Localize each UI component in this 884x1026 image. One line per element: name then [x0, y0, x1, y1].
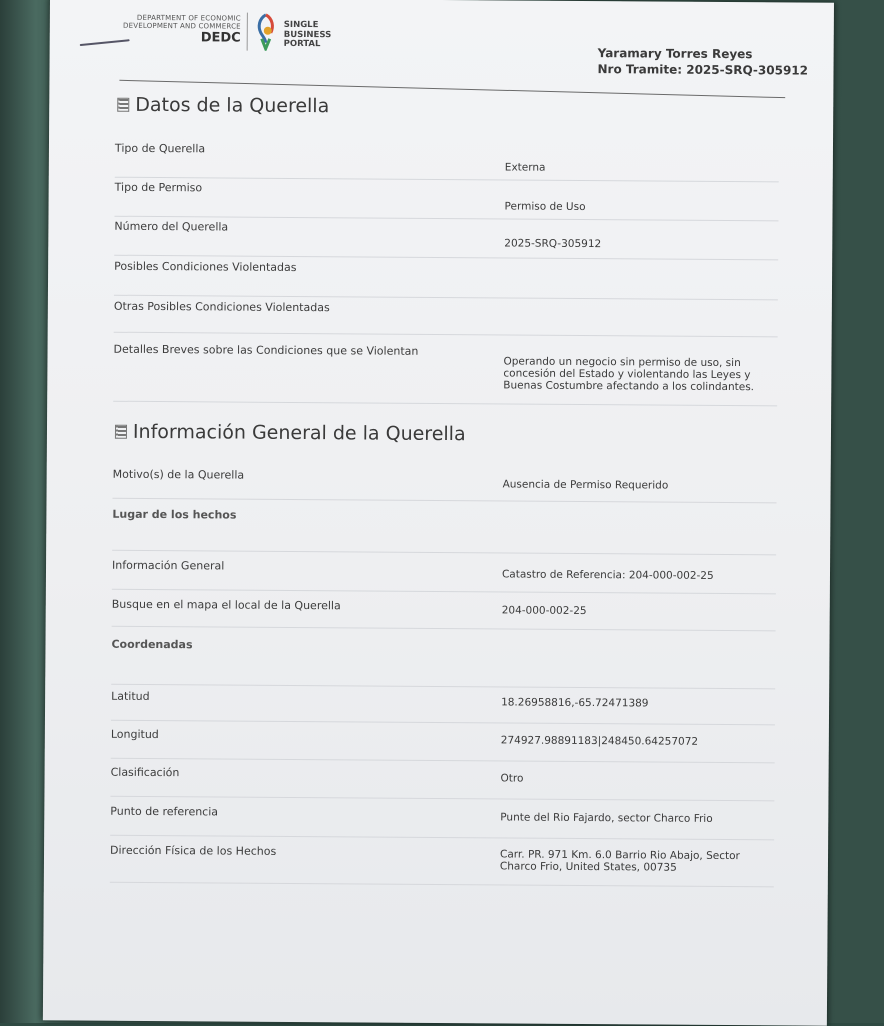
- logo-divider: [247, 13, 248, 51]
- dept-abbr: DEDC: [200, 30, 241, 46]
- field-label: Otras Posibles Condiciones Violentadas: [113, 299, 330, 315]
- portal-line-1: SINGLE: [283, 19, 319, 31]
- portal-line-2: BUSINESS: [283, 29, 332, 40]
- field-value: [501, 648, 761, 650]
- field-value: [502, 518, 762, 520]
- portal-name: [284, 21, 332, 50]
- row-busque-mapa: [112, 598, 776, 632]
- row-informacion-general: [112, 559, 776, 595]
- section-title-text: Datos de la Querella: [135, 93, 330, 118]
- dedc-logo: [116, 14, 241, 46]
- field-label: Tipo de Permiso: [114, 180, 203, 195]
- row-latitud: [111, 690, 775, 726]
- tramite-number: Nro Tramite: 2025-SRQ-305912: [597, 62, 809, 78]
- dept-line-2: DEVELOPMENT AND COMMERCE: [123, 21, 241, 31]
- row-longitud: [111, 728, 775, 764]
- field-label: Clasificación: [110, 765, 180, 780]
- row-tipo-permiso: [114, 181, 778, 222]
- row-motivo: [113, 468, 777, 504]
- document-icon: [117, 98, 129, 112]
- field-label: Longitud: [110, 727, 159, 742]
- field-value: Ausencia de Permiso Requerido: [502, 478, 669, 492]
- field-label: Detalles Breves sobre las Condiciones que se Violentan: [113, 342, 419, 358]
- field-label: Motivo(s) de la Querella: [112, 467, 245, 482]
- field-label: Lugar de los hechos: [112, 507, 237, 522]
- user-block: [597, 45, 808, 78]
- field-label: Punto de referencia: [110, 804, 219, 819]
- field-label: Coordenadas: [111, 637, 193, 652]
- document-header: [49, 0, 834, 98]
- sbp-logo-icon: [255, 13, 277, 51]
- row-otras-condiciones: [114, 300, 778, 338]
- field-value: Punte del Rio Fajardo, sector Charco Frio: [500, 811, 713, 825]
- field-label: Latitud: [111, 689, 150, 703]
- row-lugar-hechos: [112, 508, 776, 556]
- field-value: 204-000-002-25: [501, 604, 587, 618]
- field-value: 18.26958816,-65.72471389: [501, 696, 649, 710]
- section-title-text: Información General de la Querella: [132, 420, 466, 446]
- field-value: Carr. PR. 971 Km. 6.0 Barrio Rio Abajo, Sector Charco Frio, United States, 00735: [499, 848, 740, 874]
- row-coordenadas: [111, 638, 775, 690]
- field-label: Posibles Condiciones Violentadas: [114, 259, 297, 274]
- section-title-datos: [117, 94, 329, 117]
- field-value: Permiso de Uso: [504, 200, 586, 214]
- field-value: Catastro de Referencia: 204-000-002-25: [501, 568, 714, 582]
- field-value: [504, 277, 764, 279]
- row-numero-querella: [114, 220, 778, 261]
- field-label: Busque en el mapa el local de la Querella: [111, 597, 341, 613]
- field-value: Externa: [504, 161, 546, 174]
- document-icon: [115, 425, 127, 439]
- field-value: 274927.98891183|248450.64257072: [500, 734, 699, 748]
- field-value: 2025-SRQ-305912: [504, 237, 602, 251]
- row-detalles-breves: [113, 343, 777, 407]
- field-label: Dirección Física de los Hechos: [110, 843, 277, 858]
- field-label: Información General: [112, 558, 225, 573]
- dept-line-1: DEPARTMENT OF ECONOMIC: [136, 13, 241, 23]
- field-value: Operando un negocio sin permiso de uso, sin concesión del Estado y violentando las Leyes y Buenas Costumbre afectando a los colindantes.: [503, 355, 755, 394]
- field-label: Tipo de Querella: [114, 141, 206, 156]
- field-value: Otro: [500, 772, 524, 785]
- field-value: [504, 317, 764, 319]
- portal-line-3: PORTAL: [283, 38, 321, 50]
- row-posibles-condiciones: [114, 260, 778, 301]
- row-clasificacion: [110, 766, 774, 802]
- row-direccion-fisica: [110, 844, 774, 888]
- field-label: Número del Querella: [114, 219, 229, 234]
- row-punto-referencia: [110, 805, 774, 841]
- section-title-informacion: [115, 421, 466, 445]
- user-name: Yaramary Torres Reyes: [597, 46, 753, 62]
- row-tipo-querella: [115, 142, 779, 183]
- document-page: [43, 0, 834, 1026]
